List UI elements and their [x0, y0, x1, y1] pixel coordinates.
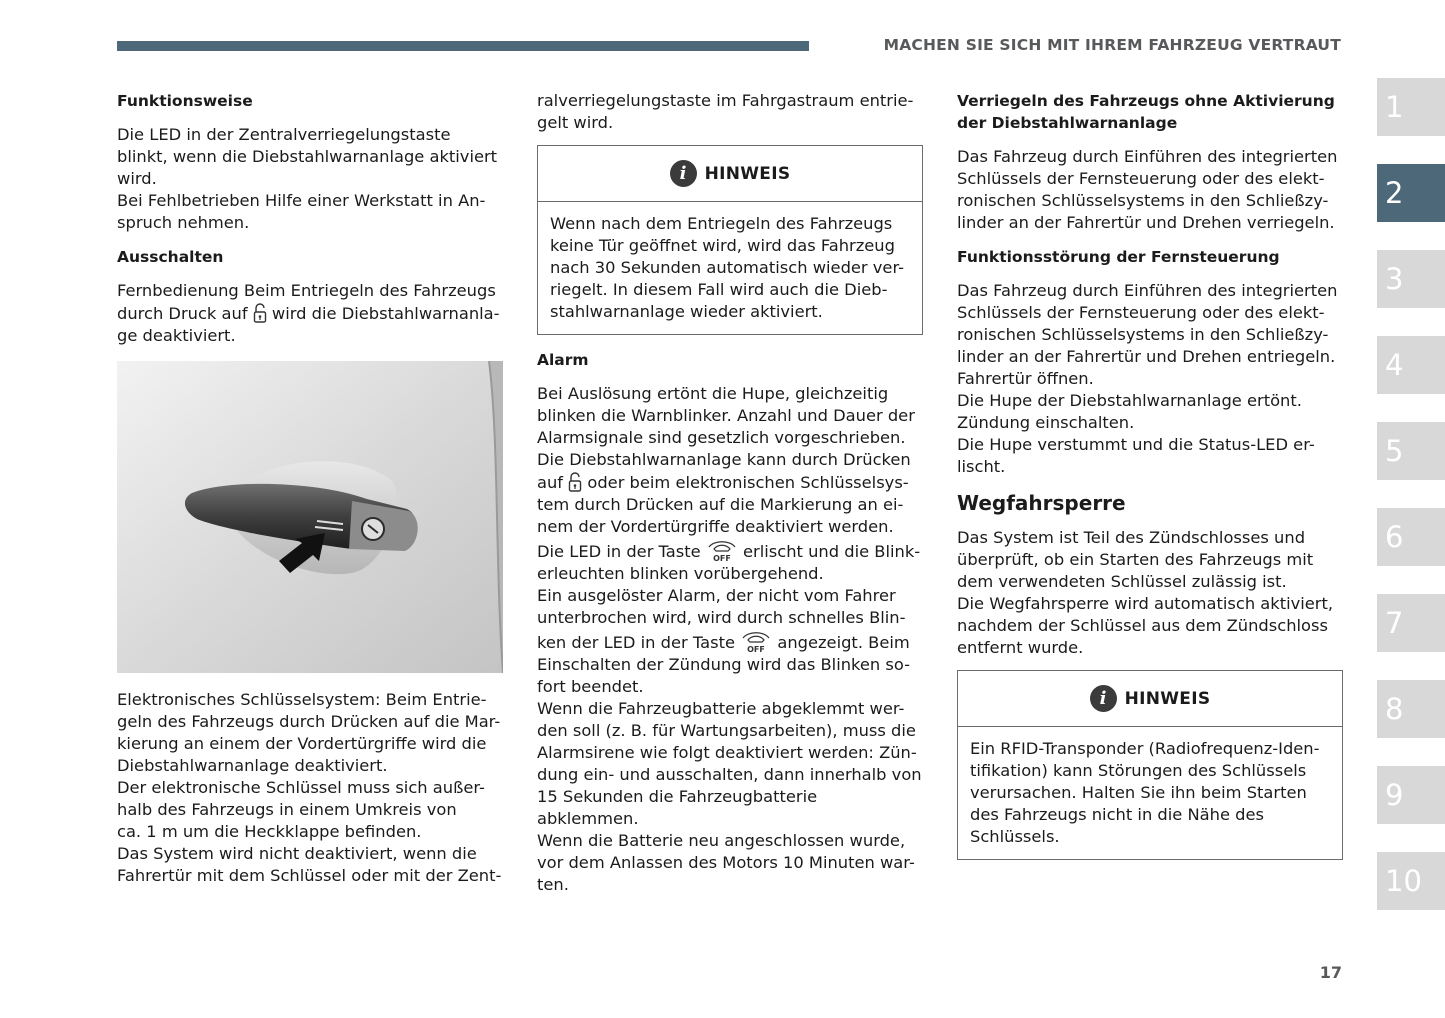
notice-box-2 — [957, 670, 1343, 860]
notice-header — [538, 146, 922, 202]
chapter-tab-5[interactable]: 5 — [1377, 422, 1445, 480]
paragraph-elektronisches-schluesselsystem: Elektronisches Schlüsselsystem: Beim Entrie- geln des Fahrzeugs durch Drücken auf die Mar- kierung an einem der Vordertürgriffe wird die Diebstahlwarnanlage deaktiviert. Der elektronische Schlüssel muss sich außer- halb des Fahrzeugs in einem Umkreis von ca. 1 m um die Heckklappe befinden. Das System wird nicht deaktiviert, wenn die Fahrertür mit dem Schlüssel oder mit der Zent- — [117, 690, 502, 885]
paragraph-alarm: Bei Auslösung ertönt die Hupe, gleichzeitig blinken die Warnblinker. Anzahl und Dauer der Alarmsignale sind gesetzlich vorgeschrieben. Die Diebstahlwarnanlage kann durch Drücken auf oder beim elektronischen Schlüsselsys- tem durch Drücken auf die Markierung an ei- nem der Vordertürgriffe deaktiviert werden. Die LED in der Taste OFF erlischt und die Blink- erleuchten blinken vorübergehend. Ein ausgelöster Alarm, der nicht vom Fahrer unterbrochen wird, wird durch schnelles Blin- ken der LED in der Taste OFF angezeigt. Beim Einschalten der Zündung wird das Blinken so- fort beendet. Wenn die Fahrzeugbatterie abgeklemmt wer- den soll (z. B. für Wartungsarbeiten), muss die Alarmsirene wie folgt deaktiviert werden: Zün- dung ein- und ausschalten, dann innerhalb von 15 Sekunden die Fahrzeugbatterie abklemmen. Wenn die Batterie neu angeschlossen wurde, vor dem Anlassen des Motors 10 Minuten war- ten. — [537, 384, 922, 894]
paragraph-wegfahrsperre: Das System ist Teil des Zündschlosses und überprüft, ob ein Starten des Fahrzeugs mit dem verwendeten Schlüssel zulässig ist. Die Wegfahrsperre wird automatisch aktiviert, nachdem der Schlüssel aus dem Zündschloss entfernt wurde. — [957, 528, 1334, 657]
svg-text:OFF: OFF — [712, 554, 731, 562]
unlock-icon — [568, 471, 582, 493]
chapter-tab-8[interactable]: 8 — [1377, 680, 1445, 738]
info-icon: i — [1090, 685, 1117, 712]
heading-funktionsweise: Funktionsweise — [117, 92, 253, 110]
column-2 — [537, 90, 923, 896]
paragraph-funktionsstoerung: Das Fahrzeug durch Einführen des integrierten Schlüssels der Fernsteuerung oder des elekt- ronischen Schlüsselsystems in den Schließzy- linder an der Fahrertür und Drehen entriegeln. Fahrertür öffnen. Die Hupe der Diebstahlwarnanlage ertönt. Zündung einschalten. Die Hupe verstummt und die Status-LED er- lischt. — [957, 281, 1338, 476]
column-3 — [957, 90, 1343, 860]
paragraph-continued: ralverriegelungstaste im Fahrgastraum entrie- gelt wird. — [537, 91, 914, 132]
notice-box-1 — [537, 145, 923, 335]
chapter-tab-4[interactable]: 4 — [1377, 336, 1445, 394]
chapter-tab-10[interactable]: 10 — [1377, 852, 1445, 910]
notice-title: HINWEIS — [704, 163, 791, 184]
heading-alarm: Alarm — [537, 351, 589, 369]
svg-text:OFF: OFF — [747, 645, 766, 653]
column-1 — [117, 90, 503, 887]
info-icon: i — [670, 160, 697, 187]
door-handle-illustration — [117, 361, 503, 673]
paragraph-funktionsweise: Die LED in der Zentralverriegelungstaste blinkt, wenn die Diebstahlwarnanlage aktiviert wird. Bei Fehlbetrieben Hilfe einer Werkstatt in An- spruch nehmen. — [117, 125, 498, 232]
alarm-off-button-icon — [706, 538, 738, 562]
heading-ausschalten: Ausschalten — [117, 248, 224, 266]
notice-body: Ein RFID-Transponder (Radiofrequenz-Iden- tifikation) kann Störungen des Schlüssels verursachen. Halten Sie ihn beim Starten des Fahrzeugs nicht in die Nähe des Schlüssels. — [970, 739, 1320, 846]
chapter-tab-2[interactable]: 2 — [1377, 164, 1445, 222]
alarm-off-button-icon — [740, 629, 772, 653]
chapter-tab-7[interactable]: 7 — [1377, 594, 1445, 652]
page-number: 17 — [1319, 963, 1342, 982]
heading-wegfahrsperre: Wegfahrsperre — [957, 491, 1126, 515]
chapter-title: MACHEN SIE SICH MIT IHREM FAHRZEUG VERTRAUT — [883, 36, 1341, 54]
paragraph-verriegeln: Das Fahrzeug durch Einführen des integrierten Schlüssels der Fernsteuerung oder des elekt- ronischen Schlüsselsystems in den Schließzy- linder an der Fahrertür und Drehen verriegeln. — [957, 147, 1338, 232]
notice-header — [958, 671, 1342, 727]
chapter-tab-6[interactable]: 6 — [1377, 508, 1445, 566]
chapter-tab-1[interactable]: 1 — [1377, 78, 1445, 136]
paragraph-ausschalten: Fernbedienung Beim Entriegeln des Fahrzeugs durch Druck auf wird die Diebstahlwarnanla- ge deaktiviert. — [117, 281, 500, 345]
heading-verriegeln: Verriegeln des Fahrzeugs ohne Aktivierung der Diebstahlwarnanlage — [957, 92, 1335, 132]
notice-body: Wenn nach dem Entriegeln des Fahrzeugs keine Tür geöffnet wird, wird das Fahrzeug nach 30 Sekunden automatisch wieder ver- riegelt. In diesem Fall wird auch die Dieb- stahlwarnanlage wieder aktiviert. — [550, 214, 904, 321]
notice-title: HINWEIS — [1124, 688, 1211, 709]
heading-funktionsstoerung: Funktionsstörung der Fernsteuerung — [957, 248, 1280, 266]
unlock-icon — [253, 302, 267, 324]
header-bar — [117, 41, 809, 51]
chapter-tab-3[interactable]: 3 — [1377, 250, 1445, 308]
chapter-tab-9[interactable]: 9 — [1377, 766, 1445, 824]
